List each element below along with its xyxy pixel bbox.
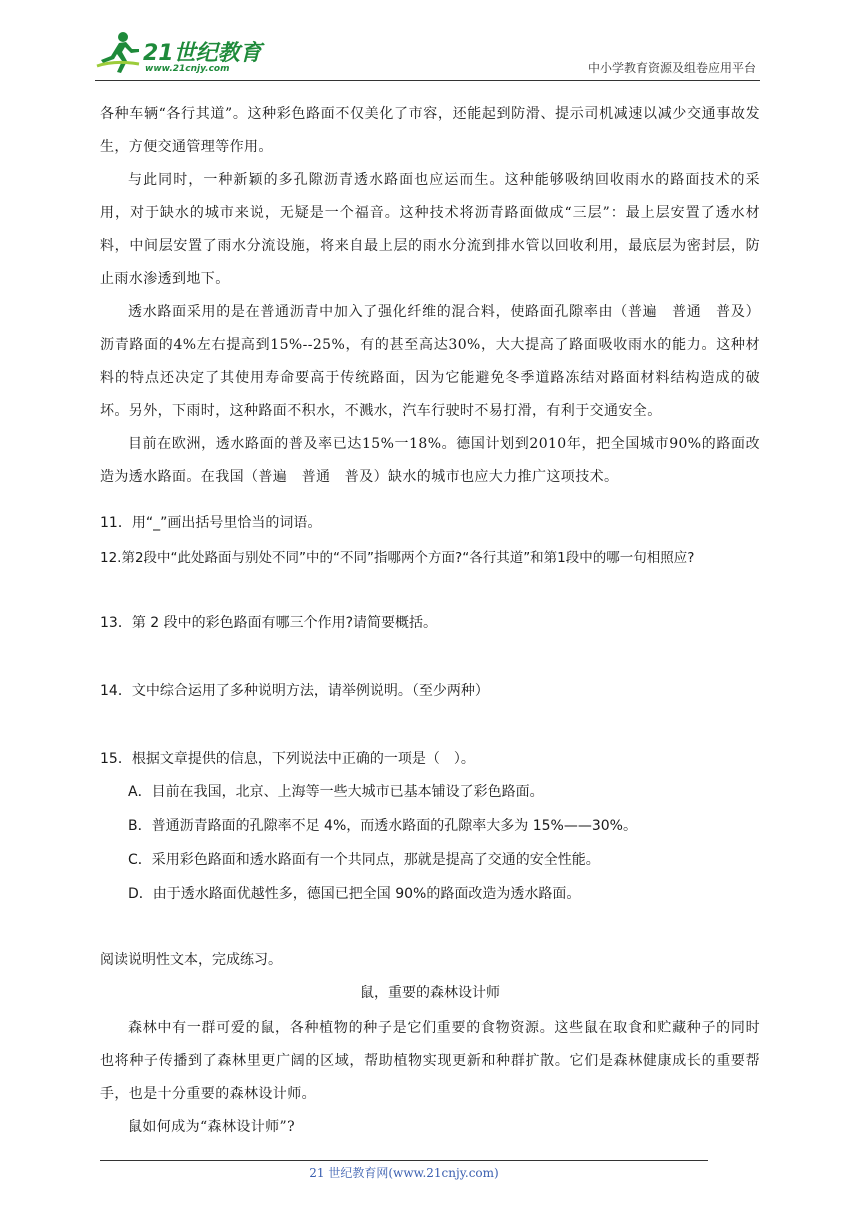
question-12: 12.第2段中“此处路面与别处不同”中的“不同”指哪两个方面?“各行其道”和第1段中的哪一句相照应?	[100, 550, 695, 566]
option-c: C．采用彩色路面和透水路面有一个共同点，那就是提高了交通的安全性能。	[128, 852, 600, 868]
logo-text: 21世纪教育	[143, 41, 262, 66]
option-b: B．普通沥青路面的孔隙率不足 4%，而透水路面的孔隙率大多为 15%——30%。	[128, 818, 637, 834]
logo-url: www.21cnjy.com	[145, 64, 230, 74]
passage-2-title: 鼠，重要的森林设计师	[360, 985, 500, 1001]
passage-2-paragraph-1: 森林中有一群可爱的鼠，各种植物的种子是它们重要的食物资源。这些鼠在取食和贮藏种子的同时也将种子传播到了森林里更广阔的区域，帮助植物实现更新和种群扩散。它们是森林健康成长的重要帮手，也是十分重要的森林设计师。	[100, 1020, 760, 1102]
paragraph-3: 与此同时，一种新颖的多孔隙沥青透水路面也应运而生。这种能够吸纳回收雨水的路面技术的采用，对于缺水的城市来说，无疑是一个福音。这种技术将沥青路面做成“三层”：最上层安置了透水材料，中间层安置了雨水分流设施，将来自最上层的雨水分流到排水管以回收利用，最底层为密封层，防止雨水渗透到地下。	[100, 172, 760, 287]
paragraph-5: 目前在欧洲，透水路面的普及率已达15%一18%。德国计划到2010年，把全国城市90%的路面改造为透水路面。在我国（普遍 普通 普及）缺水的城市也应大力推广这项技术。	[100, 436, 760, 485]
reading-instruction: 阅读说明性文本，完成练习。	[100, 952, 282, 968]
question-15: 15．根据文章提供的信息，下列说法中正确的一项是（ ）。	[100, 751, 475, 767]
footer-link[interactable]: 21 世纪教育网(www.21cnjy.com)	[309, 1166, 499, 1180]
question-11: 11．用“_”画出括号里恰当的词语。	[100, 515, 322, 531]
question-14: 14．文中综合运用了多种说明方法，请举例说明。（至少两种）	[100, 683, 489, 699]
page-header	[95, 28, 760, 81]
runner-logo-icon	[95, 30, 143, 74]
passage-2	[100, 1012, 760, 1144]
passage-2-paragraph-2: 鼠如何成为“森林设计师”?	[128, 1119, 296, 1135]
option-d: D．由于透水路面优越性多，德国已把全国 90%的路面改造为透水路面。	[128, 886, 581, 902]
site-logo[interactable]	[95, 30, 265, 76]
option-a: A．目前在我国，北京、上海等一些大城市已基本铺设了彩色路面。	[128, 784, 544, 800]
footer-divider	[100, 1160, 708, 1161]
question-13: 13．第 2 段中的彩色路面有哪三个作用?请简要概括。	[100, 615, 438, 631]
platform-name: 中小学教育资源及组卷应用平台	[587, 61, 756, 75]
paragraph-4: 透水路面采用的是在普通沥青中加入了强化纤维的混合料，使路面孔隙率由（普遍 普通 普及）沥青路面的4%左右提高到15%--25%，有的甚至高达30%，大大提高了路面吸收雨水的能力。这种材料的特点还决定了其使用寿命要高于传统路面，因为它能避免冬季道路冻结对路面材料结构造成的破坏。另外，下雨时，这种路面不积水，不溅水，汽车行驶时不易打滑，有利于交通安全。	[100, 304, 760, 419]
passage-1	[100, 98, 760, 494]
paragraph-continued: 各种车辆“各行其道”。这种彩色路面不仅美化了市容，还能起到防滑、提示司机减速以减少交通事故发生，方便交通管理等作用。	[100, 106, 760, 155]
